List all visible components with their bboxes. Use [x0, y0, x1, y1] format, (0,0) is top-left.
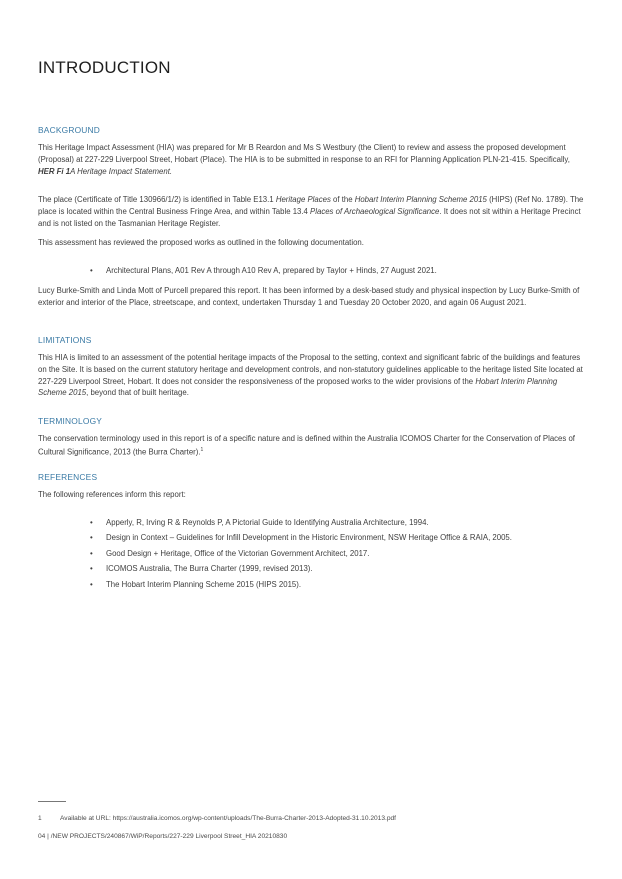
background-paragraph-3: This assessment has reviewed the proposed works as outlined in the following documentation.	[38, 238, 364, 247]
terminology-text: The conservation terminology used in this report is of a specific nature and is defined within the Australia ICOMOS Charter for the Conservation of Places of Cultural Significance, 2013 (the Burra Charter).	[38, 434, 575, 457]
background-p2-i1: Heritage Places	[275, 195, 331, 204]
list-item: • Design in Context – Guidelines for Infill Development in the Historic Environment, NSW Heritage Office & RAIA, 2005.	[90, 532, 590, 544]
references-list	[90, 517, 590, 594]
list-item: • Architectural Plans, A01 Rev A through A10 Rev A, prepared by Taylor + Hinds, 27 August 2021.	[90, 265, 590, 277]
terminology-paragraph	[38, 433, 586, 458]
references-heading: REFERENCES	[38, 472, 98, 482]
limitations-text-b: , beyond that of built heritage.	[86, 388, 189, 398]
terminology-heading: TERMINOLOGY	[38, 416, 103, 426]
background-p2-d: . It does not sit within a Heritage Precinct and is not listed on the Tasmanian Heritage Register.	[38, 206, 581, 228]
background-paragraph-2	[38, 194, 586, 229]
limitations-heading: LIMITATIONS	[38, 335, 92, 345]
documentation-list	[90, 265, 590, 280]
footnote	[38, 815, 396, 822]
background-p2-b: of the	[330, 195, 355, 204]
footnote-number: 1	[38, 815, 42, 822]
page-title: INTRODUCTION	[38, 58, 171, 77]
background-p2-i2: Hobart Interim Planning Scheme 2015	[354, 195, 487, 204]
list-item: • Good Design + Heritage, Office of the Victorian Government Architect, 2017.	[90, 548, 590, 560]
footnote-ref[interactable]: 1	[200, 446, 204, 453]
background-p2-a: The place (Certificate of Title 130966/1/2) is identified in Table E13.1	[38, 195, 276, 204]
list-item: • Apperly, R, Irving R & Reynolds P, A Pictorial Guide to Identifying Australia Architecture, 1994.	[90, 517, 590, 529]
footnote-text[interactable]: Available at URL: https://australia.icomos.org/wp-content/uploads/The-Burra-Charter-2013-Adopted-31.10.2013.pdf	[60, 815, 396, 822]
list-item: • ICOMOS Australia, The Burra Charter (1999, revised 2013).	[90, 563, 590, 575]
limitations-text-a: This HIA is limited to an assessment of the potential heritage impacts of the Proposal to the setting, context and significant fabric of the buildings and features on the Site. It is based on the current statutory heritage and development controls, and non-statutory guidelines applicable to the heritage listed Site located at 227-229 Liverpool Street, Hobart. It does not consider the responsiveness of the proposed works to the wider provisions of the	[38, 353, 583, 386]
references-intro: The following references inform this report:	[38, 490, 186, 499]
background-p1-italic: A Heritage Impact Statement.	[70, 166, 173, 176]
limitations-text-italic: Hobart Interim Planning Scheme 2015	[38, 376, 558, 398]
background-heading: BACKGROUND	[38, 125, 101, 135]
list-item: • The Hobart Interim Planning Scheme 2015 (HIPS 2015).	[90, 579, 590, 591]
background-p2-c: (HIPS) (Ref No. 1789). The place is located within the Central Business Fringe Area, and within Table 13.4	[38, 195, 584, 216]
background-p2-i3: Places of Archaeological Significance	[310, 206, 440, 216]
limitations-paragraph	[38, 352, 586, 399]
background-paragraph-4: Lucy Burke-Smith and Linda Mott of Purcell prepared this report. It has been informed by a desk-based study and physical inspection by Lucy Burke-Smith of exterior and interior of the Place, streetscape, and context, undertaken Thursday 1 and Tuesday 20 October 2020, and again 06 August 2021.	[38, 286, 580, 307]
background-paragraph-1	[38, 142, 586, 177]
page-footer: 04 | /NEW PROJECTS/240867/WiP/Reports/227-229 Liverpool Street_HIA 20210830	[38, 833, 288, 840]
footnote-divider	[38, 801, 66, 802]
background-p1-bold: HER Fi 1	[38, 166, 71, 176]
background-p1-text: This Heritage Impact Assessment (HIA) was prepared for Mr B Reardon and Ms S Westbury (the Client) to review and assess the proposed development (Proposal) at 227-229 Liverpool Street, Hobart (Place). The HIA is to be submitted in response to an RFI for Planning Application PLN-21-415. Specifically,	[38, 143, 570, 164]
